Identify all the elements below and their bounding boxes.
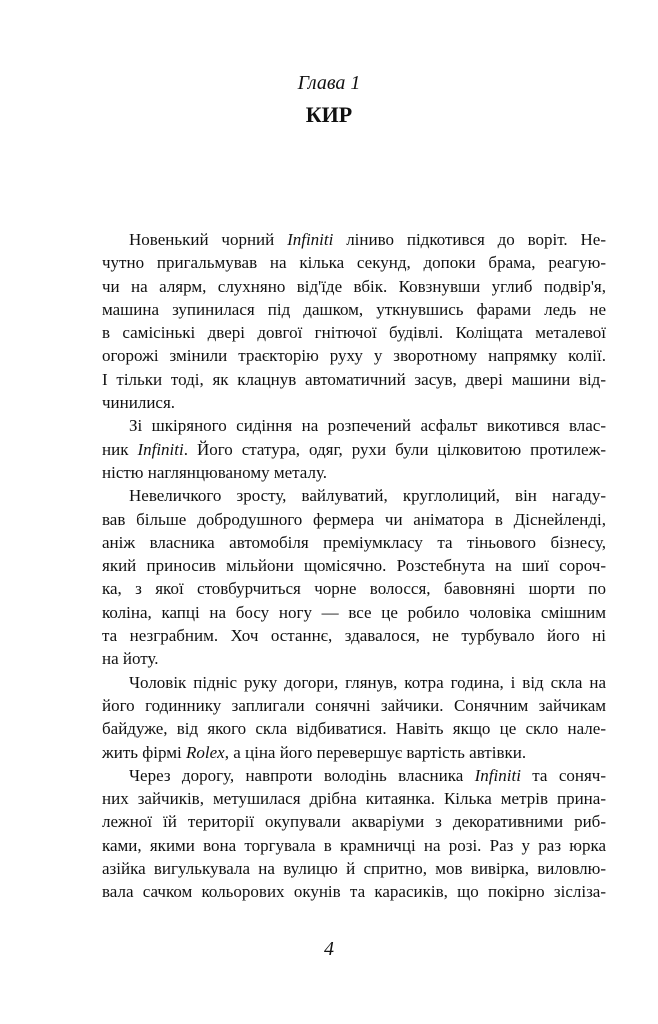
text-line: жить фірмі Rolex, а ціна його перевершує вартість автівки. bbox=[102, 742, 527, 762]
text-line: Через дорогу, навпроти володінь власника Infiniti та соняч- bbox=[129, 765, 607, 785]
text-line: Зі шкіряного сидіння на розпечений асфальт викотився влас- bbox=[129, 416, 606, 436]
brand-name: Infiniti bbox=[474, 765, 521, 785]
chapter-body bbox=[102, 228, 606, 904]
text-line: огорожі змінили траєкторію руху у зворотному напрямку колії. bbox=[102, 346, 606, 366]
text-line: чутно пригальмував на кілька секунд, допоки брама, реагую- bbox=[102, 253, 606, 273]
text-line: машина зупинилася під дашком, уткнувшись фарами ледь не bbox=[102, 299, 606, 319]
brand-name: Infiniti bbox=[137, 439, 184, 459]
text-line: лежної їй території окупували акваріуми з декоративними риб- bbox=[102, 812, 606, 832]
text-line: І тільки тоді, як клацнув автоматичний засув, двері машини від- bbox=[102, 369, 606, 389]
page-number: 4 bbox=[324, 938, 334, 960]
text-line: вав більше добродушного фермера чи аніматора в Діснейленді, bbox=[102, 509, 606, 529]
text-line: ник Infiniti. Його статура, одяг, рухи були цілковитою протилеж- bbox=[102, 439, 606, 459]
chapter-title: КИР bbox=[305, 102, 353, 127]
text-line: в самісінькі двері довгої гнітючої будівлі. Коліщата металевої bbox=[102, 323, 606, 343]
text-line: них зайчиків, метушилася дрібна китаянка. Кілька метрів прина- bbox=[102, 789, 606, 809]
text-line: ка, з якої стовбурчиться чорне волосся, бавовняні шорти по bbox=[102, 579, 606, 599]
brand-name: Rolex bbox=[186, 742, 225, 762]
text-line: азійка вигулькувала на вулицю й спритно, мов вивірка, виловлю- bbox=[102, 859, 606, 879]
text-line: ністю наглянцюваному металу. bbox=[102, 462, 327, 482]
text-line: та незграбним. Хоч останнє, здавалося, не турбувало його ні bbox=[102, 626, 606, 646]
text-line: на йоту. bbox=[102, 649, 159, 669]
text-line: ками, якими вона торгувала в крамничці на розі. Раз у раз юрка bbox=[102, 835, 606, 855]
chapter-label: Глава 1 bbox=[297, 72, 361, 94]
text-line: аніж власника автомобіля преміумкласу та тіньового бізнесу, bbox=[102, 532, 606, 552]
text-line: вала сачком кольорових окунів та карасиків, що покірно зісліза- bbox=[102, 882, 606, 902]
text-line: який приносив мільйони щомісячно. Розстебнута на шиї сороч- bbox=[102, 556, 606, 576]
text-line: Чоловік підніс руку догори, глянув, котра година, і від скла на bbox=[129, 672, 606, 692]
text-line: чинилися. bbox=[102, 393, 176, 413]
text-line: чи на алярм, слухняно від'їде вбік. Ковзнувши углиб подвір'я, bbox=[102, 276, 606, 296]
brand-name: Infiniti bbox=[287, 230, 334, 249]
text-line: Невеличкого зросту, вайлуватий, круглолиций, він нагаду- bbox=[129, 486, 606, 506]
text-line: Новенький чорний Infiniti ліниво підкотився до воріт. Не- bbox=[129, 230, 606, 249]
text-line: байдуже, від якого скла відбиватися. Навіть якщо це скло нале- bbox=[102, 719, 606, 739]
text-line: його годиннику заплигали сонячні зайчики. Сонячним зайчикам bbox=[102, 695, 606, 715]
text-line: коліна, капці на босу ногу — все це робило чоловіка смішним bbox=[102, 602, 606, 622]
